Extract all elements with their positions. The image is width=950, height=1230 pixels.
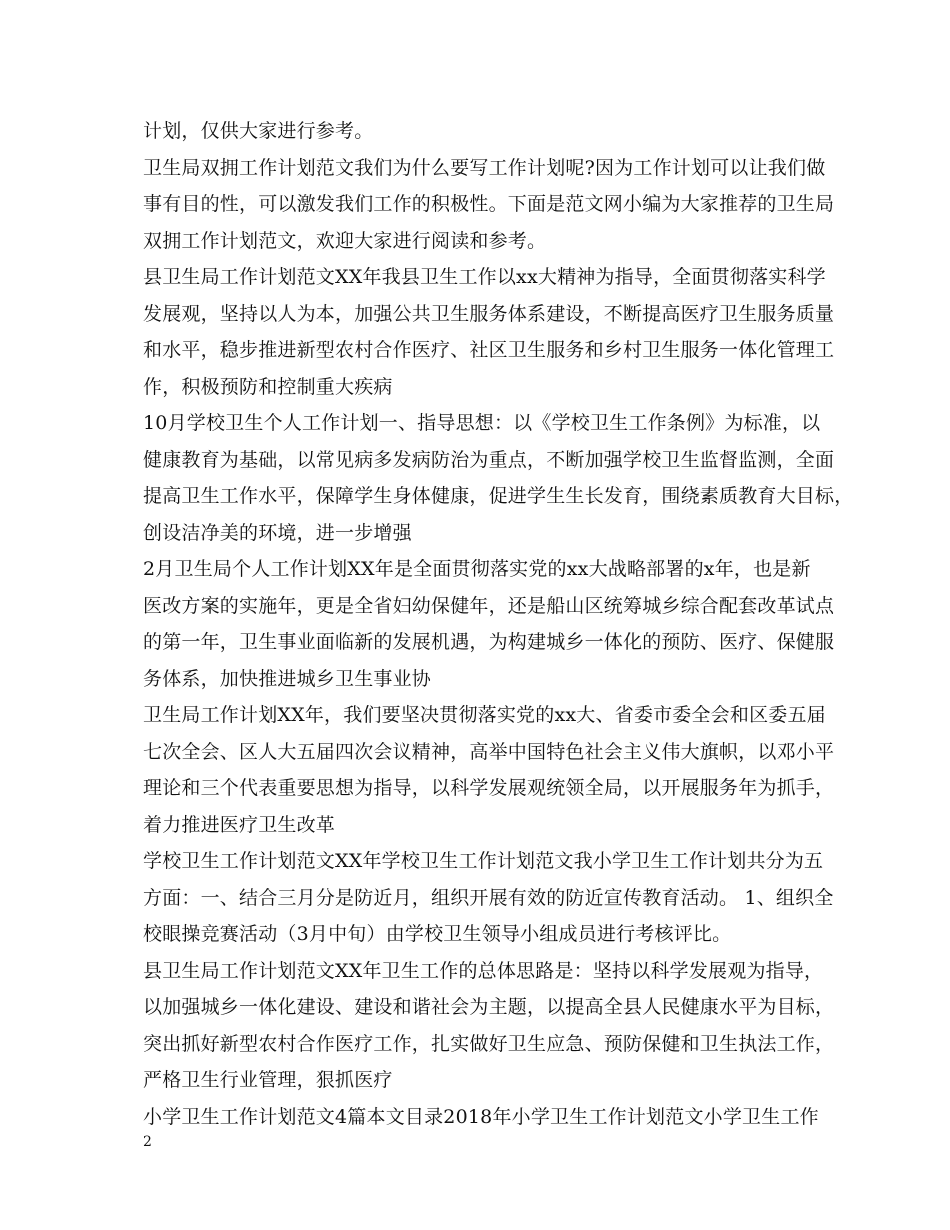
document-body [143, 113, 854, 1135]
text-line: 的第一年，卫生事业面临新的发展机遇，为构建城乡一体化的预防、医疗、保健服 [143, 631, 835, 653]
text-line: 作，积极预防和控制重大疾病 [143, 375, 393, 398]
text-line: 突出抓好新型农村合作医疗工作，扎实做好卫生应急、预防保健和卫生执法工作， [143, 1032, 835, 1055]
text-line: 双拥工作计划范文，欢迎大家进行阅读和参考。 [143, 229, 547, 252]
text-line: 2月卫生局个人工作计划XX年是全面贯彻落实党的xx大战略部署的x年，也是新 [143, 558, 811, 580]
text-line: 务体系，加快推进城乡卫生事业协 [143, 667, 432, 690]
text-line: 健康教育为基础，以常见病多发病防治为重点，不断加强学校卫生监督监测，全面 [143, 448, 835, 471]
text-line: 卫生局工作计划XX年，我们要坚决贯彻落实党的xx大、省委市委全会和区委五届 [143, 704, 826, 726]
text-line: 理论和三个代表重要思想为指导，以科学发展观统领全局，以开展服务年为抓手， [143, 777, 835, 799]
text-line: 县卫生局工作计划范文XX年卫生工作的总体思路是：坚持以科学发展观为指导， [143, 959, 824, 982]
text-line: 事有目的性，可以激发我们工作的积极性。下面是范文网小编为大家推荐的卫生局 [143, 193, 835, 215]
text-line: 严格卫生行业管理，狠抓医疗 [143, 1069, 393, 1091]
text-line: 方面：一、结合三月分是防近月，组织开展有效的防近宣传教育活动。 1、组织全 [143, 886, 834, 909]
text-line: 医改方案的实施年，更是全省妇幼保健年，还是船山区统筹城乡综合配套改革试点 [143, 594, 835, 617]
text-line: 七次全会、区人大五届四次会议精神，高举中国特色社会主义伟大旗帜，以邓小平 [143, 740, 835, 763]
text-line: 和水平，稳步推进新型农村合作医疗、社区卫生服务和乡村卫生服务一体化管理工 [143, 339, 835, 361]
text-line: 着力推进医疗卫生改革 [143, 813, 336, 836]
page-number: 2 [143, 1134, 152, 1150]
text-line: 卫生局双拥工作计划范文我们为什么要写工作计划呢?因为工作计划可以让我们做 [143, 156, 826, 179]
text-line: 县卫生局工作计划范文XX年我县卫生工作以xx大精神为指导，全面贯彻落实科学 [143, 266, 826, 288]
text-line: 小学卫生工作计划范文4篇本文目录2018年小学卫生工作计划范文小学卫生工作 [143, 1105, 819, 1128]
text-line: 校眼操竞赛活动（3月中旬）由学校卫生领导小组成员进行考核评比。 [143, 923, 732, 945]
text-line: 学校卫生工作计划范文XX年学校卫生工作计划范文我小学卫生工作计划共分为五 [143, 850, 824, 872]
text-line: 10月学校卫生个人工作计划一、指导思想：以《学校卫生工作条例》为标准，以 [143, 412, 821, 434]
text-line: 创设洁净美的环境，进一步增强 [143, 521, 412, 544]
text-line: 以加强城乡一体化建设、建设和谐社会为主题，以提高全县人民健康水平为目标， [143, 996, 835, 1018]
text-line: 发展观，坚持以人为本，加强公共卫生服务体系建设，不断提高医疗卫生服务质量 [143, 302, 835, 325]
text-line: 提高卫生工作水平，保障学生身体健康，促进学生生长发育，围绕素质教育大目标， [143, 485, 854, 507]
text-line: 计划，仅供大家进行参考。 [143, 120, 374, 142]
